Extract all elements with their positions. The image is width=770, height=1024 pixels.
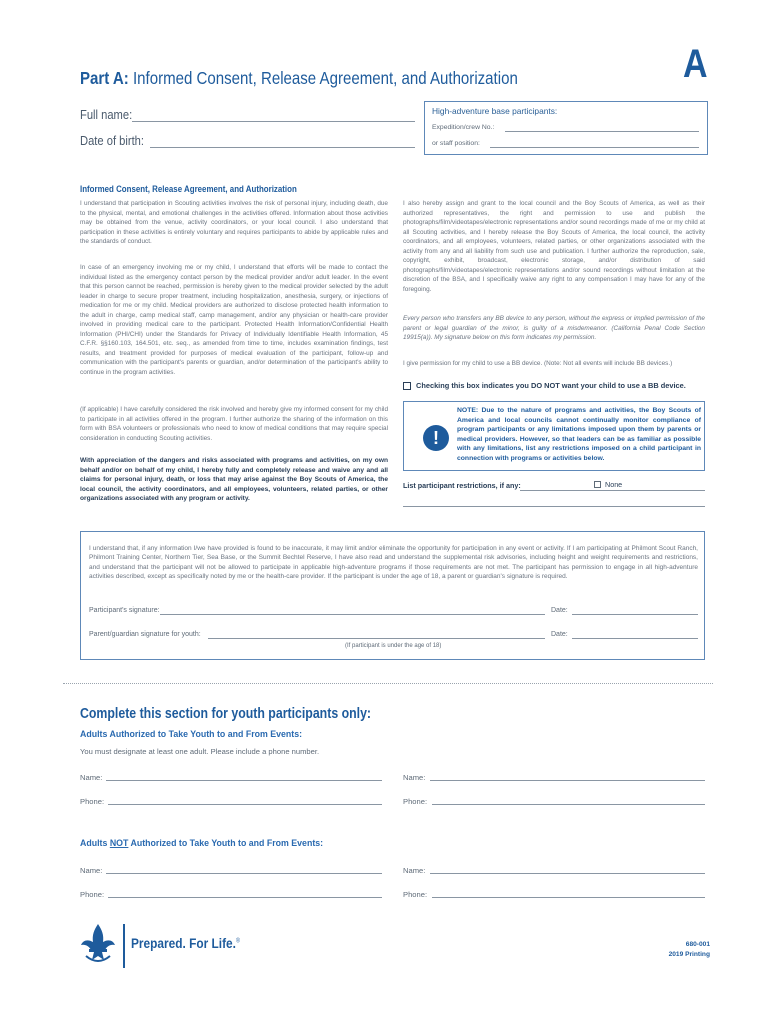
dob-label: Date of birth: bbox=[80, 133, 145, 148]
footer-divider bbox=[123, 924, 125, 968]
not-authorized-name-field-1[interactable] bbox=[106, 873, 382, 874]
dob-field[interactable] bbox=[150, 147, 415, 148]
authorized-note: You must designate at least one adult. Please include a phone number. bbox=[80, 747, 320, 756]
staff-label: or staff position: bbox=[432, 140, 480, 147]
release-paragraph: With appreciation of the dangers and risks associated with programs and activities, on my own behalf and/or on behalf of my child, I hereby fully and completely release and waive any and all claims for personal injury, death, or loss that may arise against the Boy Scouts of America, the local council, the activity coordinators, and all employees, volunteers, related parties, or other organizations associated with any program or activity. bbox=[80, 457, 388, 502]
staff-position-field[interactable] bbox=[490, 147, 699, 148]
parent-signature-label: Parent/guardian signature for youth: bbox=[89, 631, 201, 638]
not-authorized-name-label-1: Name: bbox=[80, 866, 103, 875]
not-authorized-heading bbox=[80, 838, 323, 848]
media-release-paragraph: I also hereby assign and grant to the local council and the Boy Scouts of America, as well as their authorized representatives, the right and permission to use and publish the photographs/film/videotapes/electronic representations and/or sound recordings made of me or my child at all Scouting activities, and I hereby release the Boy Scouts of America, the local council, the activity coordinators, and all employees, volunteers, related parties, or other organizations associated with the activity from any and all liability from such use and publication. I further authorize the reproduction, sale, copyright, exhibit, broadcast, electronic storage, and/or distribution of said photographs/film/videotapes/electronic representations and/or sound recordings without limitation at the discretion of the BSA, and I specifically waive any right to any compensation I may have for any of the foregoing. bbox=[403, 200, 705, 293]
participant-date-label: Date: bbox=[551, 607, 568, 614]
not-authorized-name-field-2[interactable] bbox=[430, 873, 705, 874]
high-adventure-heading: High-adventure base participants: bbox=[432, 106, 558, 116]
not-authorized-phone-label-2: Phone: bbox=[403, 890, 428, 899]
consent-paragraph-3: (If applicable) I have carefully considered the risk involved and hereby give my informed consent for my child to participate in all activities offered in the program. I further authorize the sharing of the information on this form with BSA volunteers or professionals who need to know of medical conditions that may require special consideration in conducting Scouting activities. bbox=[80, 406, 388, 442]
restrictions-note: NOTE: Due to the nature of programs and activities, the Boy Scouts of America and local councils cannot continually monitor compliance of program participants or any limitations imposed upon them by parents or medical providers. However, so that leaders can be as familiar as possible with any limitations, list any restrictions imposed on a child participant in connection with programs or activities below. bbox=[457, 407, 701, 462]
form-code: 680-001 bbox=[685, 941, 710, 948]
none-label: None bbox=[605, 480, 623, 489]
page-title bbox=[80, 68, 518, 89]
full-name-field[interactable] bbox=[132, 121, 415, 122]
none-checkbox[interactable] bbox=[594, 481, 601, 488]
under-18-note: (If participant is under the age of 18) bbox=[345, 643, 442, 649]
not-authorized-not: NOT bbox=[109, 838, 129, 848]
signature-intro: I understand that, if any information I/we have provided is found to be inaccurate, it may limit and/or eliminate the opportunity for participation in any event or activity. If I am participating at Philmont Scout Ranch, Philmont Training Center, Northern Tier, Sea Base, or the Summit Bechtel Reserve, I have also read and understand the supplemental risk advisories, including height and weight requirements and restrictions, and understand that the participant will not be allowed to participate in applicable high-adventure programs if those requirements are not met. The participant has permission to engage in all high-adventure activities described, except as specifically noted by me or the health-care provider. If the participant is under the age of 18, a parent or guardian's signature is required. bbox=[89, 545, 698, 581]
authorized-name-field-1[interactable] bbox=[106, 780, 382, 781]
tagline bbox=[131, 936, 240, 951]
not-authorized-phone-label-1: Phone: bbox=[80, 890, 105, 899]
not-authorized-phone-field-2[interactable] bbox=[432, 897, 705, 898]
full-name-label: Full name: bbox=[80, 107, 133, 122]
not-authorized-phone-field-1[interactable] bbox=[108, 897, 382, 898]
tagline-text: Prepared. For Life. bbox=[131, 936, 236, 951]
authorized-phone-label-1: Phone: bbox=[80, 797, 105, 806]
authorized-name-label-2: Name: bbox=[403, 773, 426, 782]
authorized-heading: Adults Authorized to Take Youth to and From Events: bbox=[80, 729, 303, 739]
participant-signature-label: Participant's signature: bbox=[89, 607, 160, 614]
not-authorized-post: Authorized to Take Youth to and From Events: bbox=[128, 838, 324, 848]
bsa-emblem-icon bbox=[78, 922, 118, 968]
authorized-name-field-2[interactable] bbox=[430, 780, 705, 781]
bb-device-law-paragraph: Every person who transfers any BB device to any person, without the express or implied permission of the parent or legal guardian of the minor, is guilty of a misdemeanor. (California Penal Code Section 19915(a)). My signature below on this form indicates my permission. bbox=[403, 315, 705, 341]
not-authorized-name-label-2: Name: bbox=[403, 866, 426, 875]
parent-date-field[interactable] bbox=[572, 638, 698, 639]
parent-date-label: Date: bbox=[551, 631, 568, 638]
bb-permission-text: I give permission for my child to use a BB device. (Note: Not all events will include BB devices.) bbox=[403, 360, 673, 367]
not-authorized-pre: Adults bbox=[80, 838, 110, 848]
authorized-phone-field-1[interactable] bbox=[108, 804, 382, 805]
bb-optout-label: Checking this box indicates you DO NOT want your child to use a BB device. bbox=[416, 381, 686, 390]
restrictions-label: List participant restrictions, if any: bbox=[403, 481, 521, 490]
participant-signature-field[interactable] bbox=[160, 614, 545, 615]
restrictions-field-1[interactable] bbox=[520, 490, 705, 491]
consent-heading: Informed Consent, Release Agreement, and Authorization bbox=[80, 184, 297, 194]
section-letter: A bbox=[683, 42, 708, 86]
authorized-phone-field-2[interactable] bbox=[432, 804, 705, 805]
consent-paragraph-2: In case of an emergency involving me or my child, I understand that efforts will be made to contact the individual listed as the emergency contact person by the medical provider and/or adult leader. In the event that this person cannot be reached, permission is hereby given to the medical provider selected by the adult leader in charge to secure proper treatment, including hospitalization, anesthesia, surgery, or injections of medication for me or my child. Medical providers are authorized to disclose protected health information to the adult in charge, camp medical staff, camp management, and/or any physician or health-care provider involved in providing medical care to the participant. Protected Health Information/Confidential Health Information (PHI/CHI) under the Standards for Privacy of Individually Identifiable Health Information, 45 C.F.R. §§160.103, 164.501, etc. seq., as amended from time to time, includes examination findings, test results, and treatment provided for purposes of medical evaluation of the participant, follow-up and communication with the participant's parents or guardian, and/or determination of the participant's ability to continue in the program activities. bbox=[80, 264, 388, 376]
printing-note: 2019 Printing bbox=[668, 951, 710, 958]
title-rest: Informed Consent, Release Agreement, and Authorization bbox=[128, 68, 518, 88]
parent-signature-field[interactable] bbox=[208, 638, 545, 639]
warning-icon: ! bbox=[423, 425, 449, 451]
tagline-mark: ® bbox=[235, 938, 240, 945]
authorized-name-label-1: Name: bbox=[80, 773, 103, 782]
consent-paragraph-1: I understand that participation in Scouting activities involves the risk of personal injury, including death, due to the physical, mental, and emotional challenges in the activities offered. Information about those activities may be obtained from the venue, activity coordinators, or your local council. I also understand that participation in these activities is entirely voluntary and requires participants to abide by applicable rules and the standards of conduct. bbox=[80, 200, 388, 245]
authorized-phone-label-2: Phone: bbox=[403, 797, 428, 806]
title-bold: Part A: bbox=[80, 68, 129, 88]
youth-section-title: Complete this section for youth participants only: bbox=[80, 706, 372, 722]
cut-line bbox=[63, 683, 713, 684]
expedition-label: Expedition/crew No.: bbox=[432, 124, 495, 131]
restrictions-field-2[interactable] bbox=[403, 506, 705, 507]
participant-date-field[interactable] bbox=[572, 614, 698, 615]
bb-optout-checkbox[interactable] bbox=[403, 382, 411, 390]
expedition-field[interactable] bbox=[505, 131, 699, 132]
